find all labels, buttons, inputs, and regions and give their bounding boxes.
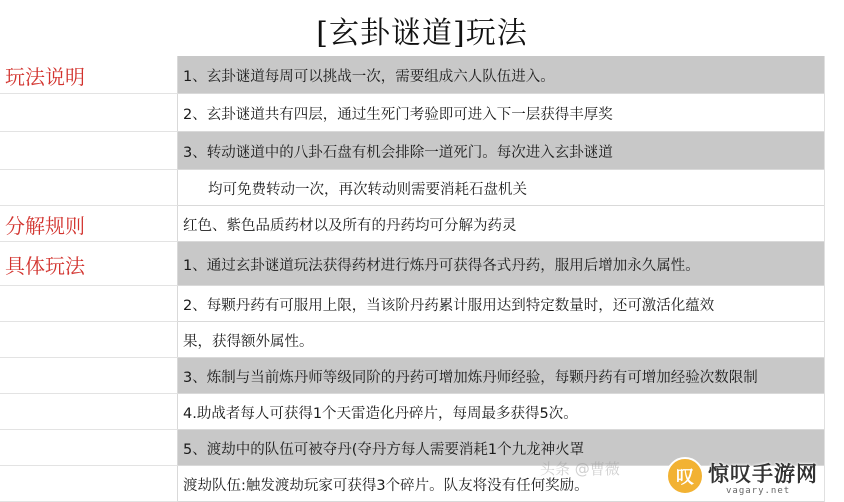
rule-text: 1、通过玄卦谜道玩法获得药材进行炼丹可获得各式丹药，服用后增加永久属性。: [183, 257, 700, 274]
page-title: [玄卦谜道]玩法: [316, 16, 528, 51]
table-row: [0, 206, 844, 242]
rule-text: 红色、紫色品质药材以及所有的丹药均可分解为药灵: [183, 217, 517, 234]
label-cell: [0, 358, 178, 394]
watermark-text: 头条 @曹薇: [540, 460, 620, 478]
logo-mark-icon: 叹: [666, 457, 704, 495]
logo-name: 惊叹手游网: [708, 462, 818, 486]
table-row: [0, 286, 844, 322]
label-cell: [0, 322, 178, 358]
edge-cell: [824, 94, 844, 132]
edge-cell: [824, 170, 844, 206]
rule-text: 5、渡劫中的队伍可被夺丹(夺丹方每人需要消耗1个九龙神火罩: [183, 441, 585, 458]
label-cell: [0, 466, 178, 502]
rule-text: 1、玄卦谜道每周可以挑战一次，需要组成六人队伍进入。: [183, 68, 555, 85]
table-row: [0, 56, 844, 94]
edge-cell: [824, 132, 844, 170]
label-cell: [0, 430, 178, 466]
rule-text: 3、炼制与当前炼丹师等级同阶的丹药可增加炼丹师经验，每颗丹药有可增加经验次数限制: [183, 369, 758, 386]
edge-cell: [824, 56, 844, 94]
table-row: [0, 94, 844, 132]
label-cell: [0, 286, 178, 322]
rule-text: 渡劫队伍:触发渡劫玩家可获得3个碎片。队友将没有任何奖励。: [183, 477, 589, 494]
label-cell: [0, 170, 178, 206]
table-row: [0, 394, 844, 430]
rule-text: 果，获得额外属性。: [183, 333, 314, 350]
edge-cell: [824, 242, 844, 286]
edge-cell: [824, 206, 844, 242]
section-label: 具体玩法: [5, 253, 85, 278]
section-label: 分解规则: [5, 213, 85, 238]
edge-cell: [824, 322, 844, 358]
edge-cell: [824, 358, 844, 394]
label-cell: [0, 132, 178, 170]
table-row: [0, 170, 844, 206]
table-row: [0, 322, 844, 358]
table-row: [0, 242, 844, 286]
edge-cell: [824, 286, 844, 322]
rule-text: 2、玄卦谜道共有四层，通过生死门考验即可进入下一层获得丰厚奖: [183, 106, 613, 123]
table-row: [0, 132, 844, 170]
label-cell: [0, 394, 178, 430]
edge-cell: [824, 394, 844, 430]
rule-text: 2、每颗丹药有可服用上限，当该阶丹药累计服用达到特定数量时，还可激活化蕴效: [183, 297, 715, 314]
table-row: [0, 358, 844, 394]
section-label: 玩法说明: [5, 64, 85, 89]
site-logo: [666, 455, 842, 501]
rule-text: 3、转动谜道中的八卦石盘有机会排除一道死门。每次进入玄卦谜道: [183, 144, 613, 161]
rule-text: 4.助战者每人可获得1个天雷造化丹碎片，每周最多获得5次。: [183, 405, 578, 422]
rule-text: 均可免费转动一次，再次转动则需要消耗石盘机关: [208, 181, 527, 198]
label-cell: [0, 94, 178, 132]
logo-url: vagary.net: [726, 486, 791, 496]
title-row: [0, 0, 844, 57]
